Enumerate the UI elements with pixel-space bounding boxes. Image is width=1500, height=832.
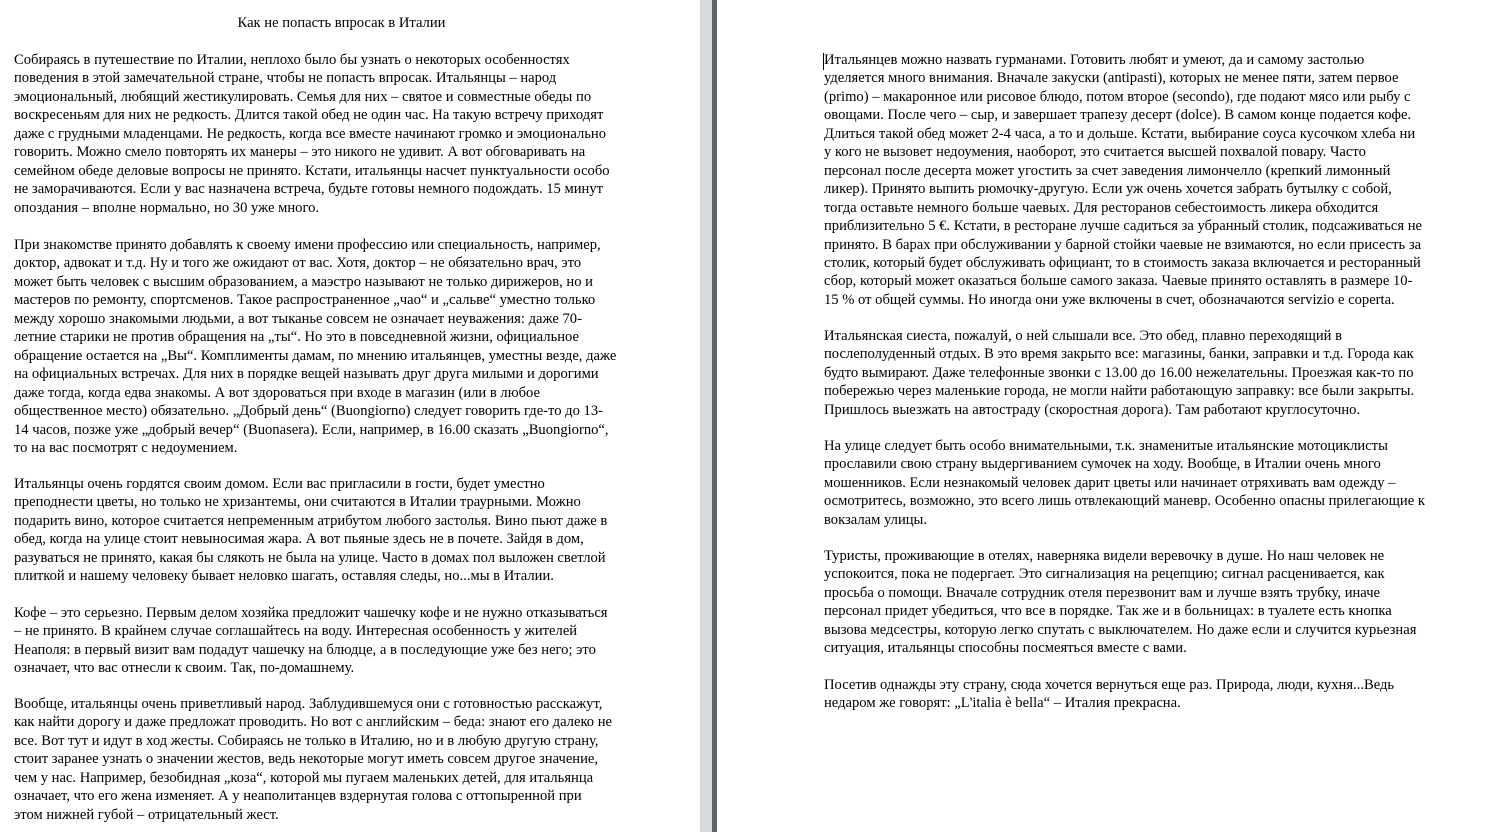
text-line: уделяется много внимания. Вначале закуски (antipasti), которых не менее пяти, затем первое	[824, 70, 1399, 87]
text-line: персонал после десерта может угостить за счет заведения лимончелло (крепкий лимонный	[824, 162, 1391, 179]
text-line: побережью через маленькие города, не могли найти работающую заправку: все были закрыты.	[824, 383, 1415, 400]
text-line: Собираясь в путешествие по Италии, неплохо было бы узнать о некоторых особенностях	[14, 52, 570, 68]
text-line: означает, что вас отнесли к своим. Так, по-домашнему.	[14, 660, 355, 677]
text-line: Вообще, итальянцы очень приветливый народ. Заблудившемуся они с готовностью расскажут,	[14, 696, 603, 712]
text-line: даже с грудными младенцами. Не редкость, когда все вместе начинают громко и эмоционально	[14, 125, 607, 142]
text-line: мастеров по ремонту, спортсменов. Такое распространенное „чао“ и „сальве“ уместно только	[14, 292, 596, 309]
text-line: тогда оставьте немного больше чаевых. Для ресторанов себестоимость ликера обходится	[824, 199, 1379, 216]
right-paragraph-2[interactable]	[824, 327, 1479, 419]
text-line: овощами. После чего – сыр, и завершает трапезу десерт (dolce). В самом конце подается кофе.	[824, 107, 1412, 124]
right-paragraph-4[interactable]	[824, 547, 1479, 658]
text-line: опоздания – вполне нормально, но 30 уже много.	[14, 199, 320, 216]
text-line: Итальянцы очень гордятся своим домом. Если вас пригласили в гости, будет уместно	[14, 476, 545, 492]
text-line: 15 % от общей суммы. Но иногда они уже включены в счет, обозначаются servizio e coperta.	[824, 291, 1395, 308]
text-line: как найти дорогу и даже предложат проводить. Но вот с английским – беда: знают его далеко не	[14, 714, 613, 731]
text-line: приблизительно 5 €. Кстати, в ресторане лучше садиться за убранный столик, подсаживаться не	[824, 218, 1423, 235]
text-line: успокоится, пока не подергает. Это сигнализация на рецепцию; сигнал расценивается, как	[824, 566, 1385, 583]
text-line: воскресеньям для них не редкость. Длится такой обед не один час. На такую встречу приходят	[14, 107, 604, 124]
text-line: означает, что его жена изменяет. А у неаполитанцев вздернутая голова с оттопыренной при	[14, 788, 582, 805]
text-line: осмотритесь, возможно, это всего лишь отвлекающий маневр. Особенно опасны прилегающие к	[824, 493, 1425, 510]
text-line: между хорошо знакомыми людьми, а вот тыканье совсем не означает неуважения: даже 70-	[14, 310, 582, 327]
text-line: Длиться такой обед может 2-4 часа, а то и дольше. Кстати, выбирание соуса кусочком хлеба ни	[824, 125, 1416, 142]
text-line: Итальянская сиеста, пожалуй, о ней слышали все. Это обед, плавно переходящий в	[824, 328, 1343, 344]
text-line: прославили свою страну выдергиванием сумочек на ходу. Вообще, в Италии очень много	[824, 456, 1381, 473]
text-line: ликер). Принято выпить рюмочку-другую. Если уж очень хочется забрать бутылку с собой,	[824, 181, 1392, 198]
right-paragraph-5[interactable]	[824, 676, 1479, 713]
text-line: может быть человек с высшим образованием, а маэстро называют не только дирижеров, но и	[14, 273, 593, 290]
text-line: недаром же говорят: „L'italia è bella“ – Италия прекрасна.	[824, 695, 1181, 712]
text-line: подарить вино, которое считается непременным атрибутом любого застолья. Вино пьют даже в	[14, 512, 608, 529]
text-line: у кого не вызовет недоумения, наоборот, это считается высшей похвалой повару. Часто	[824, 144, 1366, 161]
text-line: чем у нас. Например, безобидная „коза“, которой мы пугаем маленьких детей, для итальянца	[14, 769, 594, 786]
text-line: (primo) – макаронное или рисовое блюдо, потом второе (secondo), где подают мясо или рыбу с	[824, 88, 1411, 105]
text-line: говорить. Можно смело повторять их манеры – это никого не удивит. А вот обговаривать на	[14, 144, 586, 161]
text-line: – не принято. В крайнем случае соглашайтесь на воду. Интересная особенность у жителей	[14, 623, 578, 640]
text-line: поведения в этой замечательной стране, чтобы не попасть впросак. Итальянцы – народ	[14, 70, 557, 87]
text-line: столик, который будет обслуживать официант, то в стоимость заказа включается и ресторанный	[824, 254, 1421, 271]
text-line: обед, когда на улице стоит невыносимая жара. А вот пьяные здесь не в почете. Зайдя в дом,	[14, 531, 584, 548]
text-line: Итальянцев можно назвать гурманами. Готовить любят и умеют, да и самому застолью	[824, 52, 1365, 68]
text-line: то на вас посмотрят с недоумением.	[14, 439, 238, 456]
text-line: доктор, адвокат и т.д. Ну и того же ожидают от вас. Хотя, доктор – не обязательно врач, это	[14, 255, 582, 272]
text-line: вызова медсестры, которую легко спутать с выключателем. Но даже если и случится курьезная	[824, 621, 1417, 638]
text-line: стоит заранее узнать о значении жестов, ведь некоторые могут иметь совсем другое значение,	[14, 751, 599, 768]
text-line: Кофе – это серьезно. Первым делом хозяйка предложит чашечку кофе и не нужно отказываться	[14, 605, 608, 621]
right-paragraph-1[interactable]	[824, 51, 1479, 309]
text-line: все. Вот тут и идут в ход жесты. Собираясь не только в Италию, но и в любую другую страну,	[14, 732, 599, 749]
text-line: преподнести цветы, но только не хризантемы, они считаются в Италии траурными. Можно	[14, 494, 581, 511]
text-line: на официальных встречах. Для них в порядке вещей называть друг друга милыми и дорогими	[14, 366, 599, 383]
text-line: Посетив однажды эту страну, сюда хочется вернуться еще раз. Природа, люди, кухня...Ведь	[824, 677, 1395, 693]
text-line: вокзалам улицы.	[824, 511, 928, 528]
text-line: Пришлось выезжать на автостраду (скоростная дорога). Там работают круглосуточно.	[824, 401, 1361, 418]
text-line: общественное место) обязательно. „Добрый день“ (Buongiorno) следует говорить где-то до 13-	[14, 403, 603, 420]
text-line: мошенников. Если незнакомый человек дарит цветы или начинает отряхивать вам одежду –	[824, 474, 1396, 491]
left-paragraph-3[interactable]	[14, 475, 684, 586]
text-line: ситуация, итальянцы способны посмеяться вместе с вами.	[824, 640, 1187, 657]
right-paragraph-3[interactable]	[824, 437, 1479, 529]
page-gutter-left	[700, 0, 712, 832]
text-line: семейном обеде деловые вопросы не принято. Кстати, итальянцы насчет пунктуальности особо	[14, 162, 610, 179]
text-line: принято. В барах при обслуживании у барной стойки чаевые не взимаются, но если присесть за	[824, 236, 1422, 253]
text-line: летние старики не против обращения на „ты“. Но это в повседневной жизни, официальное	[14, 329, 579, 346]
text-line: На улице следует быть особо внимательными, т.к. знаменитые итальянские мотоциклисты	[824, 438, 1388, 454]
document-title[interactable]: Как не попасть впросак в Италии	[237, 15, 446, 31]
left-paragraph-1[interactable]	[14, 51, 684, 217]
text-line: 14 часов, позже уже „добрый вечер“ (Buonasera). Если, например, в 16.00 сказать „Buongiorno“,	[14, 421, 609, 438]
left-paragraph-2[interactable]	[14, 236, 684, 457]
text-line: При знакомстве принято добавлять к своему имени профессию или специальность, например,	[14, 237, 601, 253]
text-line: Туристы, проживающие в отелях, наверняка видели веревочку в душе. Но наш человек не	[824, 548, 1385, 564]
text-line: обращение остается на „Вы“. Комплименты дамам, по мнению итальянцев, уместны везде, даже	[14, 347, 617, 364]
text-line: этом нижней губой – отрицательный жест.	[14, 806, 279, 823]
text-line: разуваться не принято, какая бы слякоть не была на улице. Часто в домах пол выложен светлой	[14, 549, 606, 566]
text-line: персонал придет убедиться, что все в порядке. Так же и в больницах: в туалете есть кнопка	[824, 603, 1392, 620]
text-line: не заморачиваются. Если у вас назначена встреча, будьте готовы немного подождать. 15 минут	[14, 181, 604, 198]
text-line: даже тогда, когда едва знакомы. А вот здороваться при входе в магазин (или в любое	[14, 384, 540, 401]
text-line: просьба о помощи. Вначале сотрудник отеля перезвонит вам и лучше взять трубку, иначе	[824, 584, 1381, 601]
left-paragraph-4[interactable]	[14, 604, 684, 678]
text-line: плиткой и нашему человеку бывает неловко шагать, оставляя следы, но...мы в Италии.	[14, 568, 554, 585]
left-page[interactable]	[0, 0, 700, 832]
text-line: послеполуденный отдых. В это время закрыто все: магазины, банки, заправки и т.д. Города как	[824, 346, 1414, 363]
text-line: Неаполя: в первый визит вам подадут чашечку на блюдце, а в последующие уже без него; это	[14, 641, 596, 658]
text-line: сбор, который может оказаться больше самого заказа. Чаевые принято оставлять в размере 10-	[824, 273, 1413, 290]
text-line: эмоциональный, любящий жестикулировать. Семья для них – святое и совместные обеды по	[14, 88, 592, 105]
text-line: будто вымирают. Даже телефонные звонки с 13.00 до 16.00 нежелательны. Проезжая как-то по	[824, 364, 1414, 381]
page-gutter-right	[717, 0, 735, 832]
right-page[interactable]	[735, 0, 1500, 832]
left-paragraph-5[interactable]	[14, 695, 684, 824]
